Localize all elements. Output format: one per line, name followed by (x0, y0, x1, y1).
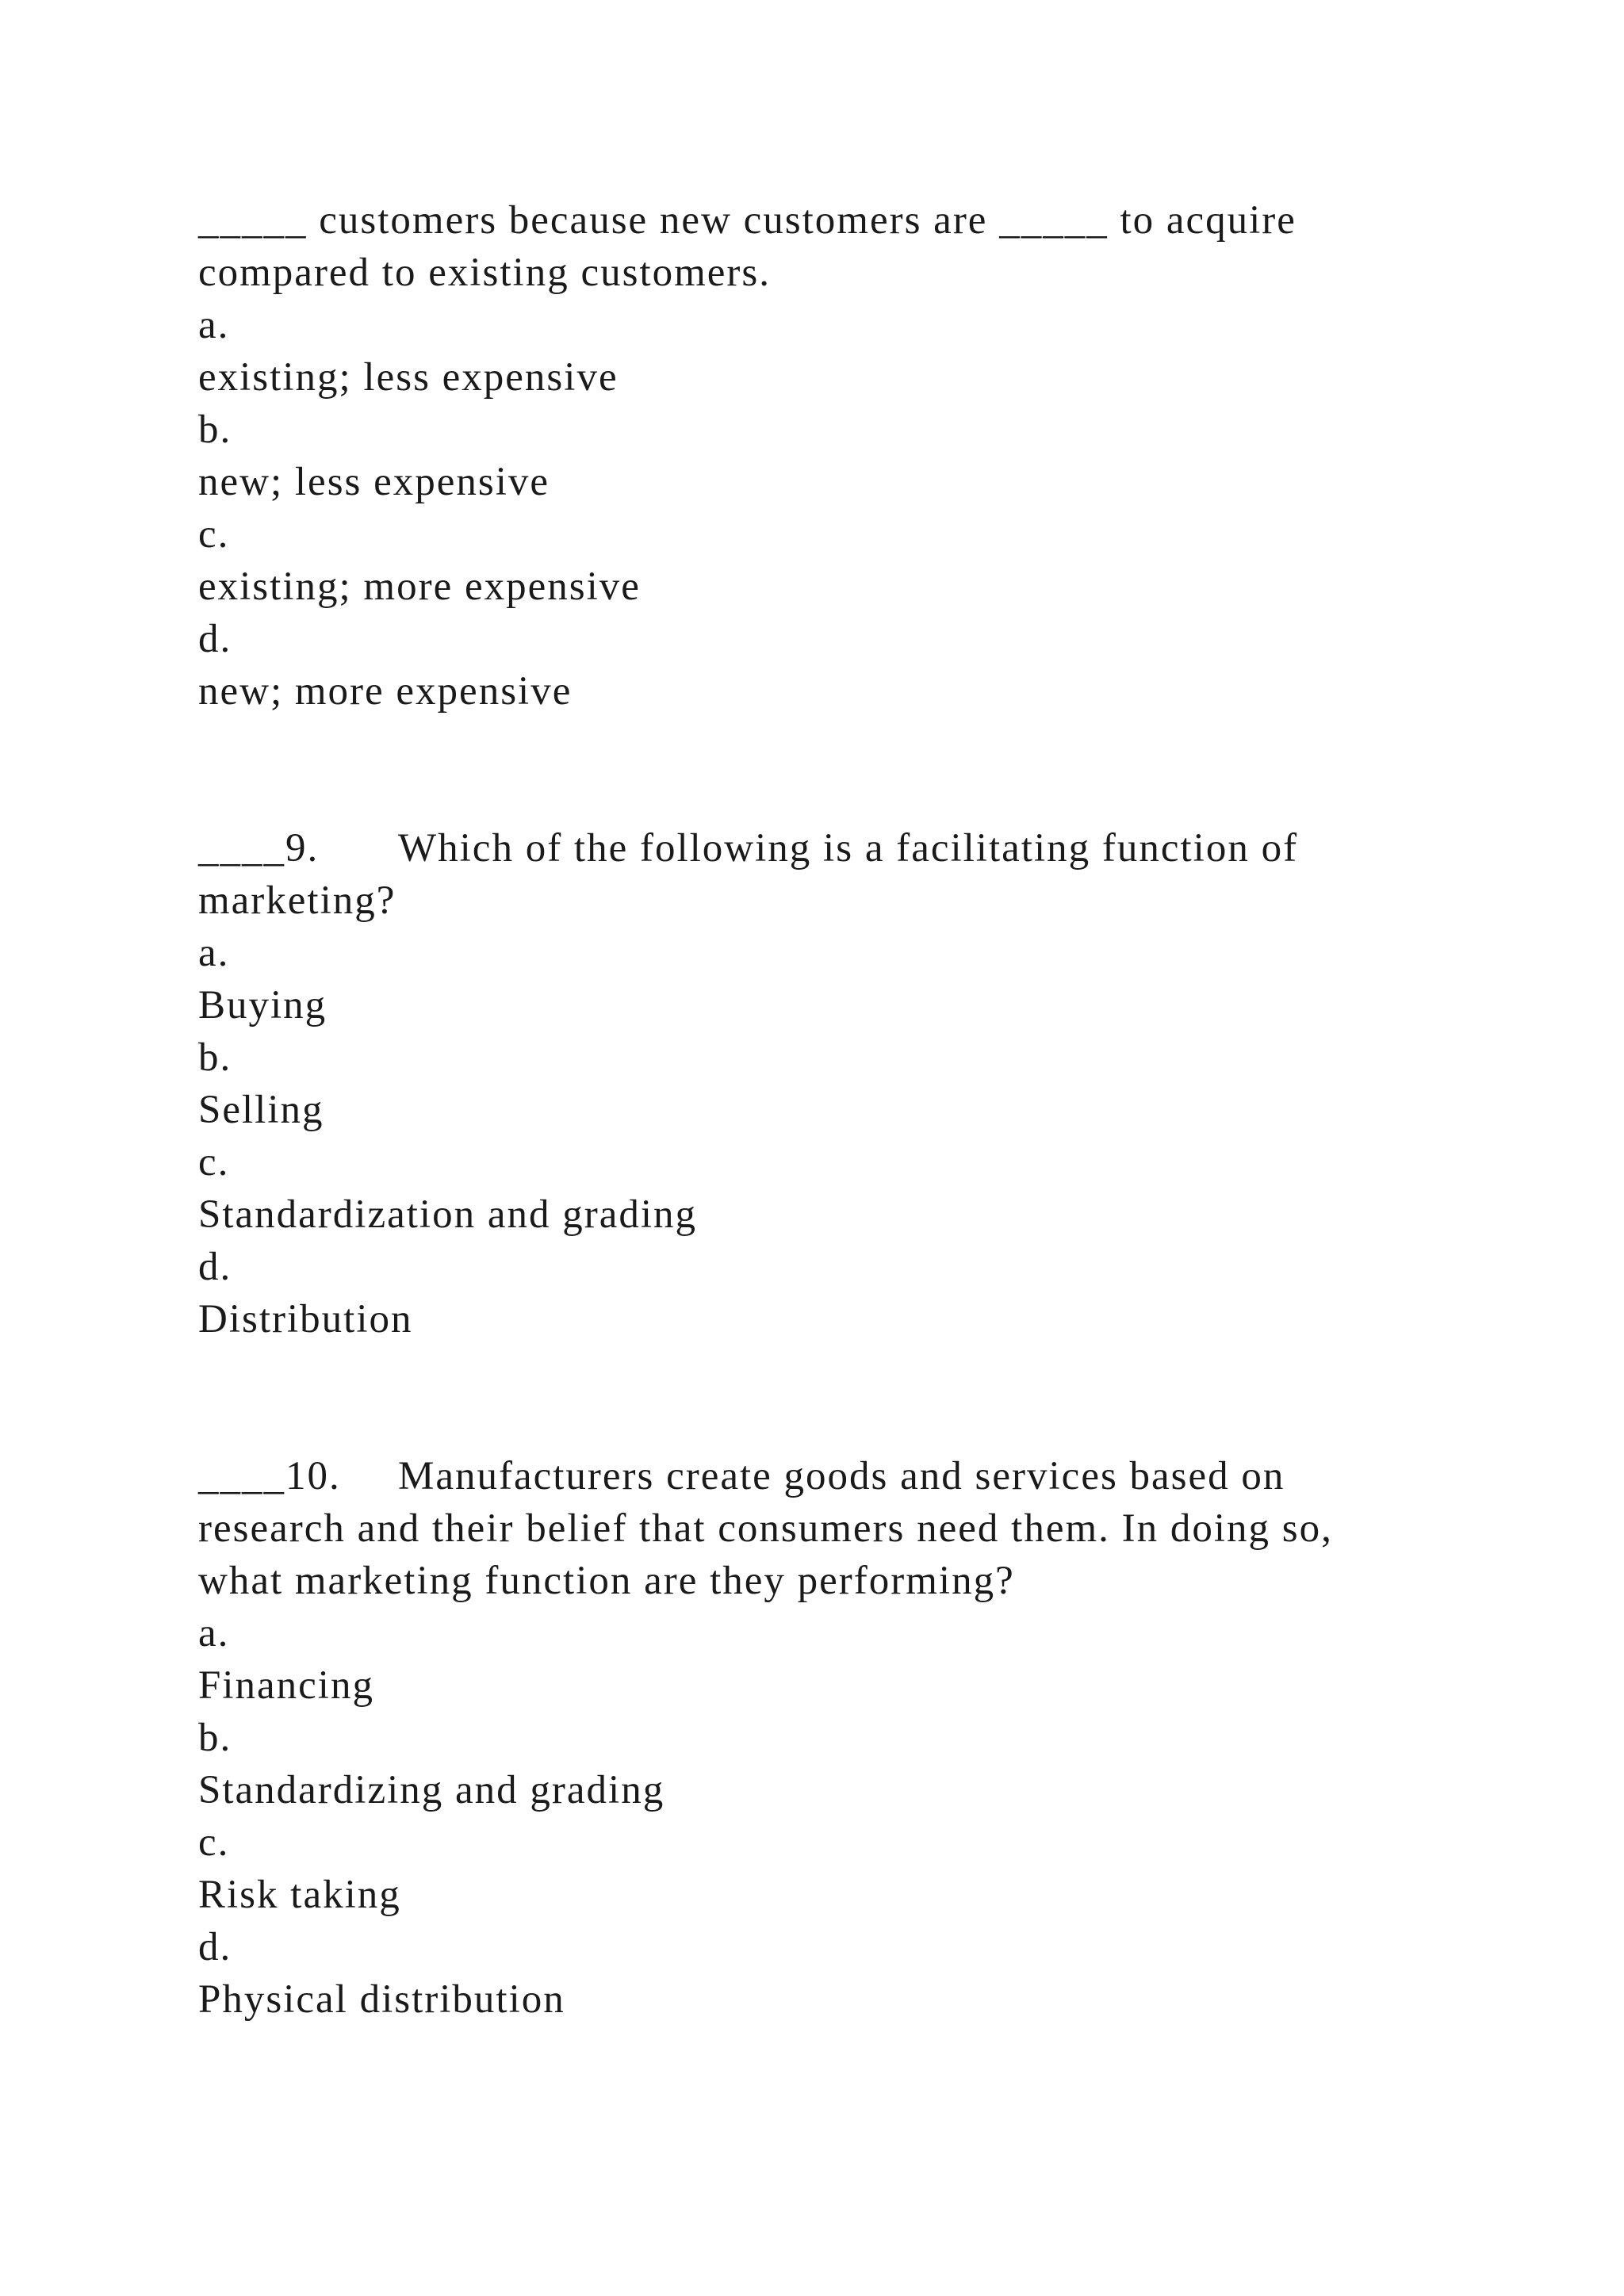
option-letter-a: a. (198, 303, 230, 347)
option-text-d: new; more expensive (198, 669, 573, 714)
spacer (198, 1345, 1483, 1450)
option-letter-b: b. (198, 1035, 232, 1080)
option-text-a: Buying (198, 983, 327, 1027)
option-text-c: Standardization and grading (198, 1192, 697, 1237)
option-text-c: existing; more expensive (198, 564, 641, 609)
option-letter-d: d. (198, 1925, 232, 1969)
question-stem-line: what marketing function are they performing? (198, 1559, 1015, 1603)
option-text-b: new; less expensive (198, 460, 550, 504)
question-number: ____10. (198, 1454, 341, 1498)
question-stem-line: compared to existing customers. (198, 251, 772, 295)
option-text-d: Physical distribution (198, 1977, 565, 2022)
option-letter-c: c. (198, 512, 230, 557)
option-text-b: Standardizing and grading (198, 1768, 665, 1812)
option-letter-d: d. (198, 1245, 232, 1289)
option-letter-b: b. (198, 1716, 232, 1760)
option-text-c: Risk taking (198, 1873, 401, 1917)
option-letter-b: b. (198, 408, 232, 452)
spacer (198, 718, 1483, 822)
question-stem-line: research and their belief that consumers need them. In doing so, (198, 1506, 1333, 1551)
question-stem-line: Manufacturers create goods and services based on (398, 1454, 1285, 1498)
question-stem-line: _____ customers because new customers are _____ to acquire (198, 198, 1297, 243)
question-9-header (198, 822, 1483, 874)
question-number: ____9. (198, 826, 320, 871)
option-text-a: Financing (198, 1663, 374, 1708)
option-text-b: Selling (198, 1088, 324, 1132)
question-9 (198, 822, 1483, 1345)
question-10 (198, 1450, 1483, 2026)
option-letter-a: a. (198, 931, 230, 975)
question-stem-line: marketing? (198, 878, 396, 923)
option-text-d: Distribution (198, 1297, 413, 1341)
question-stem-line: Which of the following is a facilitating function of (398, 826, 1299, 871)
question-8-continued (198, 194, 1483, 718)
question-10-header (198, 1450, 1483, 1502)
option-letter-d: d. (198, 617, 232, 661)
option-text-a: existing; less expensive (198, 355, 619, 400)
option-letter-c: c. (198, 1140, 230, 1184)
option-letter-c: c. (198, 1820, 230, 1865)
document-body (198, 194, 1483, 2026)
option-letter-a: a. (198, 1611, 230, 1655)
